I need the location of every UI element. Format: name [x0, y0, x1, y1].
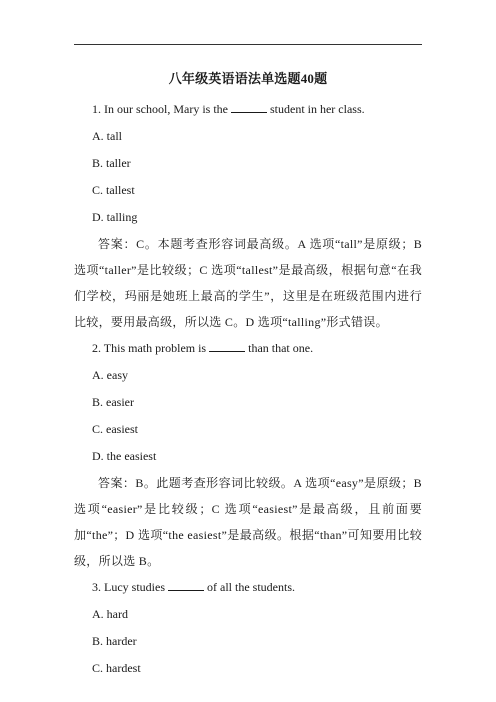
document-body [74, 96, 422, 682]
question-3-stem-before: 3. Lucy studies [92, 580, 165, 594]
question-2-stem-before: 2. This math problem is [92, 341, 207, 355]
question-1-option-d: D. talling [92, 210, 138, 224]
question-3-stem-after: of all the students. [207, 580, 295, 594]
question-1-option-b: B. taller [92, 156, 131, 170]
question-2-option-a: A. easy [92, 368, 128, 382]
question-1-stem [74, 96, 422, 123]
question-2-option-b: B. easier [92, 395, 134, 409]
question-2-answer: 答案：B。此题考查形容词比较级。A 选项“easy”是原级；B 选项“easier”是比较级；C 选项“easiest”是最高级，且前面要加“the”；D 选项“the easiest”是最高级。根据“than”可知要用比较级，所以选 B。 [74, 476, 422, 568]
question-1-option-a: A. tall [92, 129, 122, 143]
question-3-option-b: B. harder [92, 634, 137, 648]
question-3-option-c: C. hardest [92, 661, 141, 675]
question-2-stem [74, 335, 422, 362]
question-1-stem-after: student in her class. [269, 102, 365, 116]
question-2-stem-after: than that one. [248, 341, 314, 355]
question-1-answer: 答案：C。本题考查形容词最高级。A 选项“tall”是原级；B 选项“taller”是比较级；C 选项“tallest”是最高级，根据句意“在我们学校，玛丽是她班上最高的学生”，这里是在班级范围内进行比较，要用最高级，所以选 C。D 选项“talling”形式错误。 [74, 237, 422, 329]
question-1-blank [231, 101, 267, 113]
page-title: 八年级英语语法单选题40题 [168, 71, 328, 86]
question-3-blank [168, 579, 204, 591]
question-1-option-c: C. tallest [92, 183, 135, 197]
question-2-option-d: D. the easiest [92, 449, 157, 463]
header-rule [74, 44, 422, 45]
question-1-stem-before: 1. In our school, Mary is the [92, 102, 228, 116]
question-3-stem [74, 574, 422, 601]
question-2-blank [209, 340, 245, 352]
question-2-option-c: C. easiest [92, 422, 138, 436]
question-3-option-a: A. hard [92, 607, 128, 621]
